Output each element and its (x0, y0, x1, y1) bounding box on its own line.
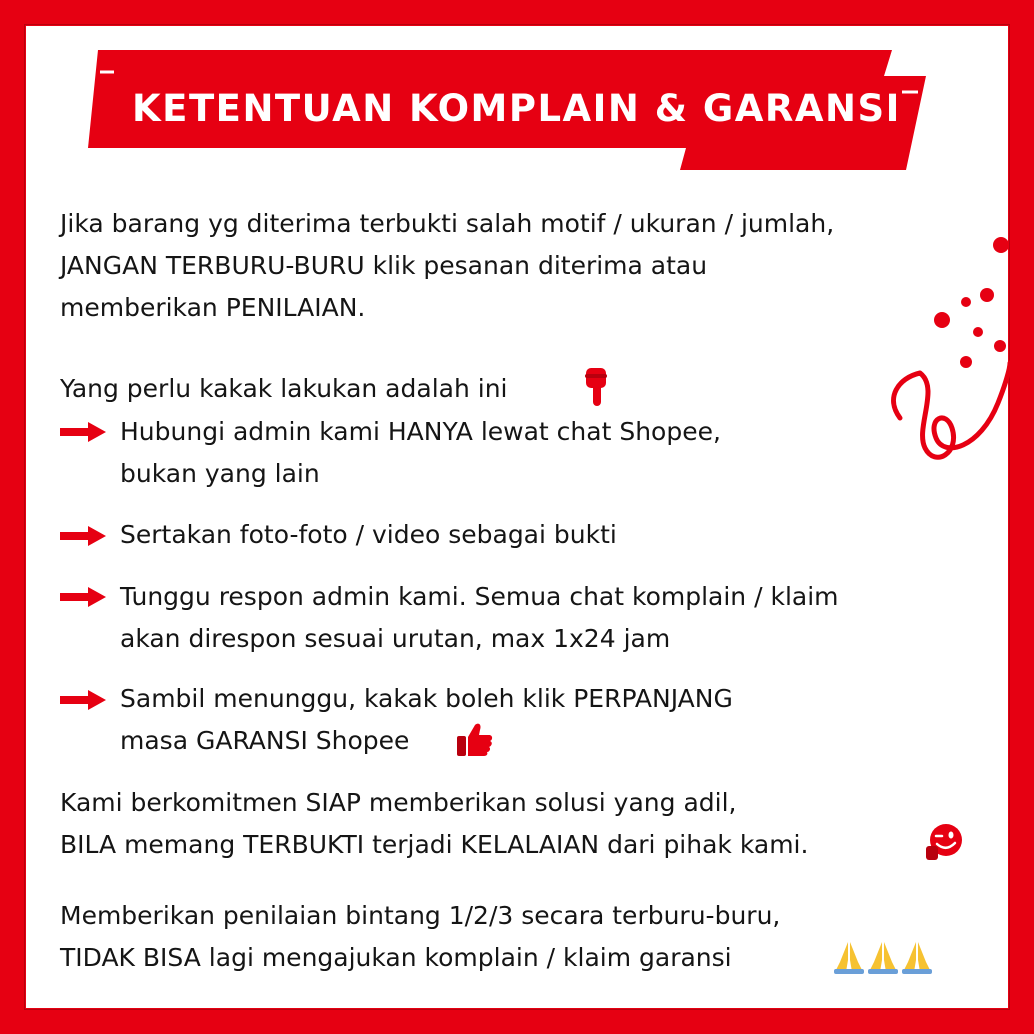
step-item (120, 514, 617, 556)
page-title: KETENTUAN KOMPLAIN & GARANSI (132, 87, 901, 130)
warning-paragraph (60, 895, 780, 979)
step-line: akan direspon sesuai urutan, max 1x24 jam (120, 624, 671, 653)
winking-face-icon (924, 822, 964, 862)
step-line: masa GARANSI Shopee (120, 726, 410, 755)
thumbs-up-icon (455, 720, 495, 760)
step-line: Sertakan foto-foto / video sebagai bukti (120, 520, 617, 549)
decorative-swirl-icon (880, 228, 1020, 488)
intro-line: memberikan PENILAIAN. (60, 293, 366, 322)
step-item (120, 576, 839, 660)
step-line: Tunggu respon admin kami. Semua chat komplain / klaim (120, 582, 839, 611)
intro-paragraph (60, 203, 834, 329)
step-line: Hubungi admin kami HANYA lewat chat Shopee, (120, 417, 721, 446)
steps-intro (60, 368, 508, 410)
right-arrow-icon (58, 585, 108, 609)
steps-intro-text: Yang perlu kakak lakukan adalah ini (60, 374, 508, 403)
step-line: Sambil menunggu, kakak boleh klik PERPANJANG (120, 684, 733, 713)
commitment-line: Kami berkomitmen SIAP memberikan solusi yang adil, (60, 788, 737, 817)
warning-line: TIDAK BISA lagi mengajukan komplain / klaim garansi (60, 943, 732, 972)
commitment-line: BILA memang TERBUKTI terjadi KELALAIAN dari pihak kami. (60, 830, 809, 859)
right-arrow-icon (58, 524, 108, 548)
step-item (120, 678, 733, 762)
intro-line: Jika barang yg diterima terbukti salah motif / ukuran / jumlah, (60, 209, 835, 238)
step-line: bukan yang lain (120, 459, 320, 488)
intro-line: JANGAN TERBURU-BURU klik pesanan diterima atau (60, 251, 708, 280)
right-arrow-icon (58, 420, 108, 444)
right-arrow-icon (58, 688, 108, 712)
backhand-index-pointing-down-icon (582, 366, 612, 410)
folded-hands-icon (832, 940, 932, 974)
warning-line: Memberikan penilaian bintang 1/2/3 secara terburu-buru, (60, 901, 781, 930)
commitment-paragraph (60, 782, 808, 866)
step-item (120, 411, 721, 495)
